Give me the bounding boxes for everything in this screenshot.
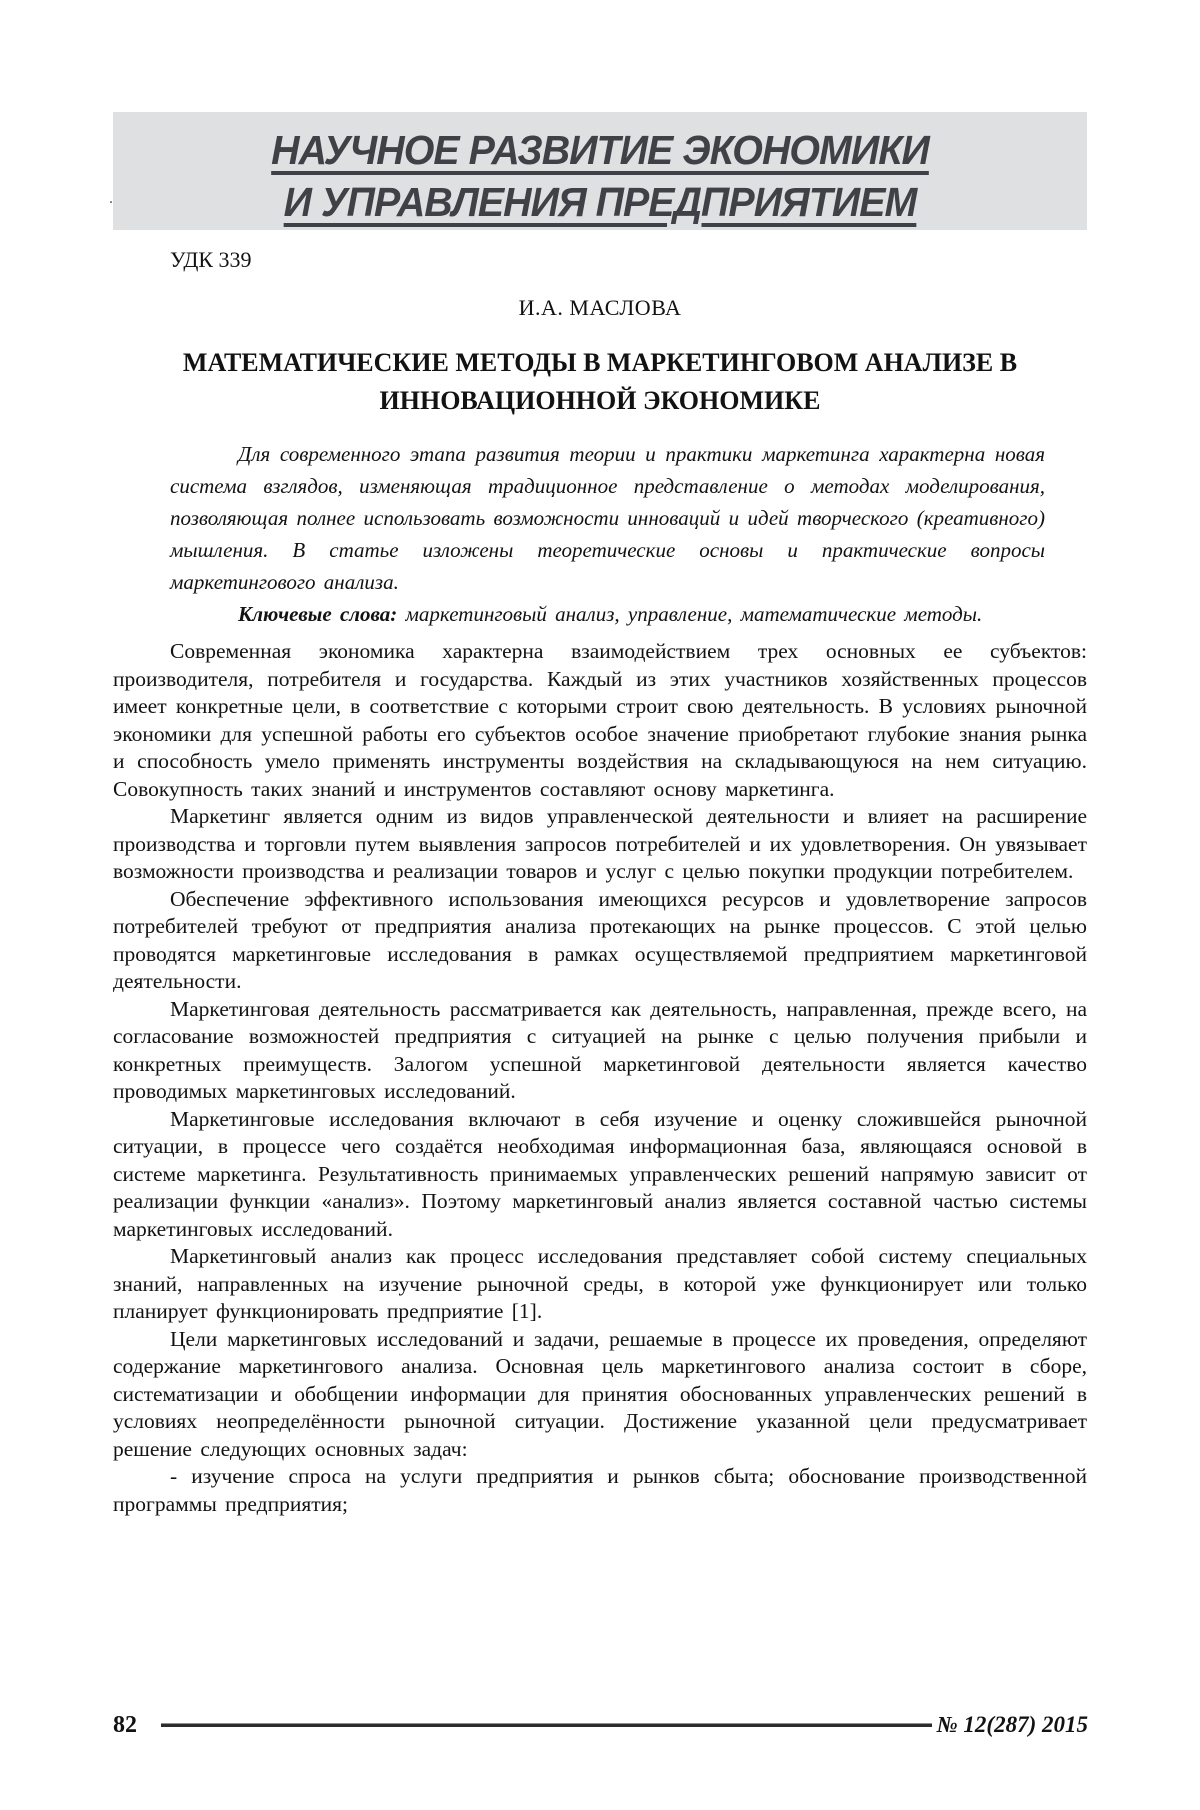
footer-rule [161,1723,932,1727]
abstract-block [113,438,1087,630]
corner-mark: . [109,190,113,207]
keywords-label: Ключевые слова: [238,602,398,626]
page-number: 82 [113,1712,137,1738]
keywords-line [170,598,1045,630]
author-name: И.А. МАСЛОВА [518,295,682,320]
banner-line-2: И УПРАВЛЕНИЯ ПРЕДПРИЯТИЕМ [283,179,917,225]
body-paragraph: Маркетинг является одним из видов управленческой деятельности и влияет на расширение производства и торговли путем выявления запросов потребителей и их удовлетворения. Он увязывает возможности производства и реализации товаров и услуг с целью покупки продукции потребителем. [113,804,1087,883]
abstract-paragraph: Для современного этапа развития теории и практики маркетинга характерна новая система взглядов, изменяющая традиционное представление о методах моделирования, позволяющая полнее использовать возможности инноваций и идей творческого (креативного) мышления. В статье изложены теоретические основы и практические вопросы маркетингового анализа. [170,442,1045,594]
page-footer [113,1710,1088,1740]
body-paragraph: Маркетинговые исследования включают в себя изучение и оценку сложившейся рыночной ситуации, в процессе чего создаётся необходимая информационная база, являющаяся основой в системе маркетинга. Результативность принимаемых управленческих решений напрямую зависит от реализации функции «анализ». Поэтому маркетинговый анализ является составной частью системы маркетинговых исследований. [113,1106,1087,1241]
body-paragraph: - изучение спроса на услуги предприятия и рынков сбыта; обоснование производственной программы предприятия; [113,1464,1087,1516]
issue-label: № 12(287) 2015 [936,1712,1088,1737]
document-page [0,112,1200,1518]
article-title: МАТЕМАТИЧЕСКИЕ МЕТОДЫ В МАРКЕТИНГОВОМ АНАЛИЗЕ В ИННОВАЦИОННОЙ ЭКОНОМИКЕ [182,348,1018,415]
body-paragraph: Обеспечение эффективного использования имеющихся ресурсов и удовлетворение запросов потребителей требуют от предприятия анализа протекающих на рынке процессов. С этой целью проводятся маркетинговые исследования в рамках осуществляемой предприятием маркетинговой деятельности. [113,886,1087,993]
body-paragraph: Маркетинговая деятельность рассматривается как деятельность, направленная, прежде всего, на согласование возможностей предприятия с ситуацией на рынке с целью получения прибыли и конкретных преимуществ. Залогом успешной маркетинговой деятельности является качество проводимых маркетинговых исследований. [113,996,1087,1103]
article-body [113,638,1087,1518]
section-banner [113,112,1087,230]
banner-line-1: НАУЧНОЕ РАЗВИТИЕ ЭКОНОМИКИ [271,127,929,173]
body-paragraph: Цели маркетинговых исследований и задачи, решаемые в процессе их проведения, определяют содержание маркетингового анализа. Основная цель маркетингового анализа состоит в сборе, систематизации и обобщении информации для принятия обоснованных управленческих решений в условиях неопределённости рыночной ситуации. Достижение указанной цели предусматривает решение следующих основных задач: [113,1326,1087,1461]
udk-label: УДК 339 [170,247,252,272]
keywords-text: маркетинговый анализ, управление, математические методы. [405,602,983,626]
body-paragraph: Маркетинговый анализ как процесс исследования представляет собой систему специальных знаний, направленных на изучение рыночной среды, в которой уже функционирует или только планирует функционировать предприятие [1]. [113,1244,1087,1323]
body-paragraph: Современная экономика характерна взаимодействием трех основных ее субъектов: производителя, потребителя и государства. Каждый из этих участников хозяйственных процессов имеет конкретные цели, в соответствие с которыми строит свою деятельность. В условиях рыночной экономики для успешной работы его субъектов особое значение приобретают глубокие знания рынка и способность умело применять инструменты воздействия на складывающуюся на нем ситуацию. Совокупность таких знаний и инструментов составляют основу маркетинга. [113,639,1087,801]
